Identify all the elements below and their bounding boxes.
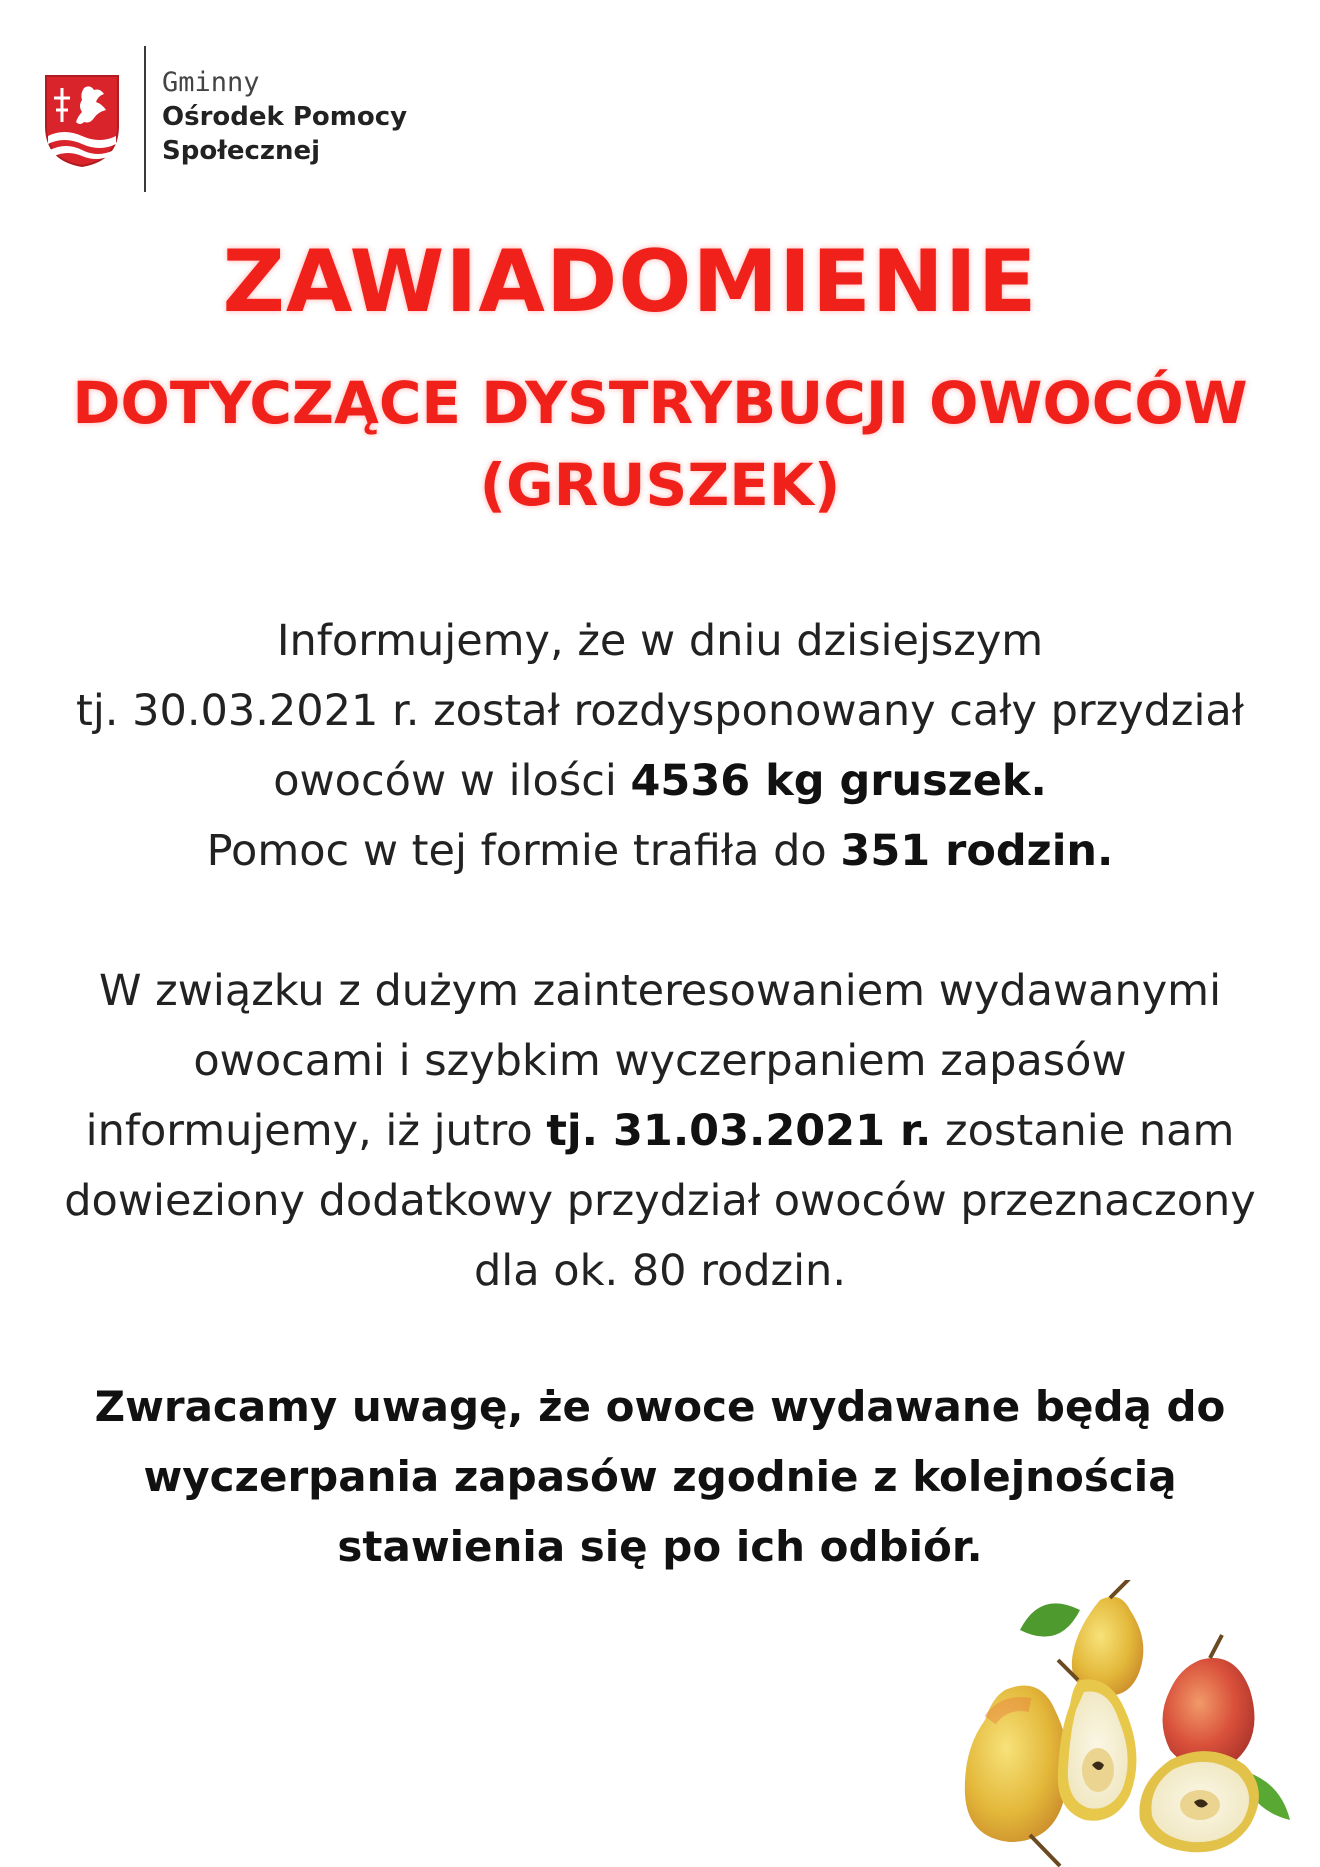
p1-line-2: tj. 30.03.2021 r. został rozdysponowany cały przydział: [76, 686, 1244, 736]
paragraph-additional-delivery: [0, 956, 1320, 1306]
notice-title: ZAWIADOMIENIE: [222, 232, 1038, 332]
p3-line-1: Zwracamy uwagę, że owoce wydawane będą do: [94, 1382, 1226, 1431]
p2-line-3: [0, 1096, 1320, 1166]
p3-line-3: stawienia się po ich odbiór.: [337, 1522, 983, 1571]
p1-line-1: Informujemy, że w dniu dzisiejszym: [276, 616, 1044, 666]
logo-line-gminny: Gminny: [162, 67, 260, 98]
p1-line-3-text: owoców w ilości: [273, 756, 631, 806]
logo-divider: [144, 46, 146, 192]
p2-line-3-end: zostanie nam: [931, 1106, 1235, 1156]
p2-line-5: dla ok. 80 rodzin.: [474, 1246, 846, 1296]
paragraph-distribution-info: [0, 606, 1320, 886]
p2-line-4: dowieziony dodatkowy przydział owoców przeznaczony: [64, 1176, 1256, 1226]
p1-line-3: [0, 746, 1320, 816]
paragraph-attention: [0, 1372, 1320, 1582]
p2-line-3-start: informujemy, iż jutro: [85, 1106, 547, 1156]
p1-quantity: 4536 kg gruszek.: [630, 756, 1047, 806]
subtitle-line-1: DOTYCZĄCE DYSTRYBUCJI OWOCÓW: [72, 369, 1248, 437]
logo-line-spolecznej: Społecznej: [162, 136, 321, 166]
p2-line-1: W związku z dużym zainteresowaniem wydawanymi: [98, 966, 1222, 1016]
coat-of-arms-icon: [44, 74, 120, 168]
p1-line-4-text: Pomoc w tej formie trafiła do: [206, 826, 841, 876]
institution-logo: [44, 46, 444, 196]
logo-line-osrodek: Ośrodek Pomocy: [162, 102, 408, 132]
p1-families: 351 rodzin.: [840, 826, 1114, 876]
p2-date: tj. 31.03.2021 r.: [546, 1106, 932, 1156]
p2-line-2: owocami i szybkim wyczerpaniem zapasów: [193, 1036, 1127, 1086]
p3-line-2: wyczerpania zapasów zgodnie z kolejnością: [143, 1452, 1177, 1501]
logo-text: [162, 66, 407, 168]
p1-line-4: [0, 816, 1320, 886]
notice-subtitle: [0, 362, 1320, 526]
pears-illustration-icon: [960, 1580, 1300, 1867]
subtitle-line-2: (GRUSZEK): [479, 451, 841, 519]
